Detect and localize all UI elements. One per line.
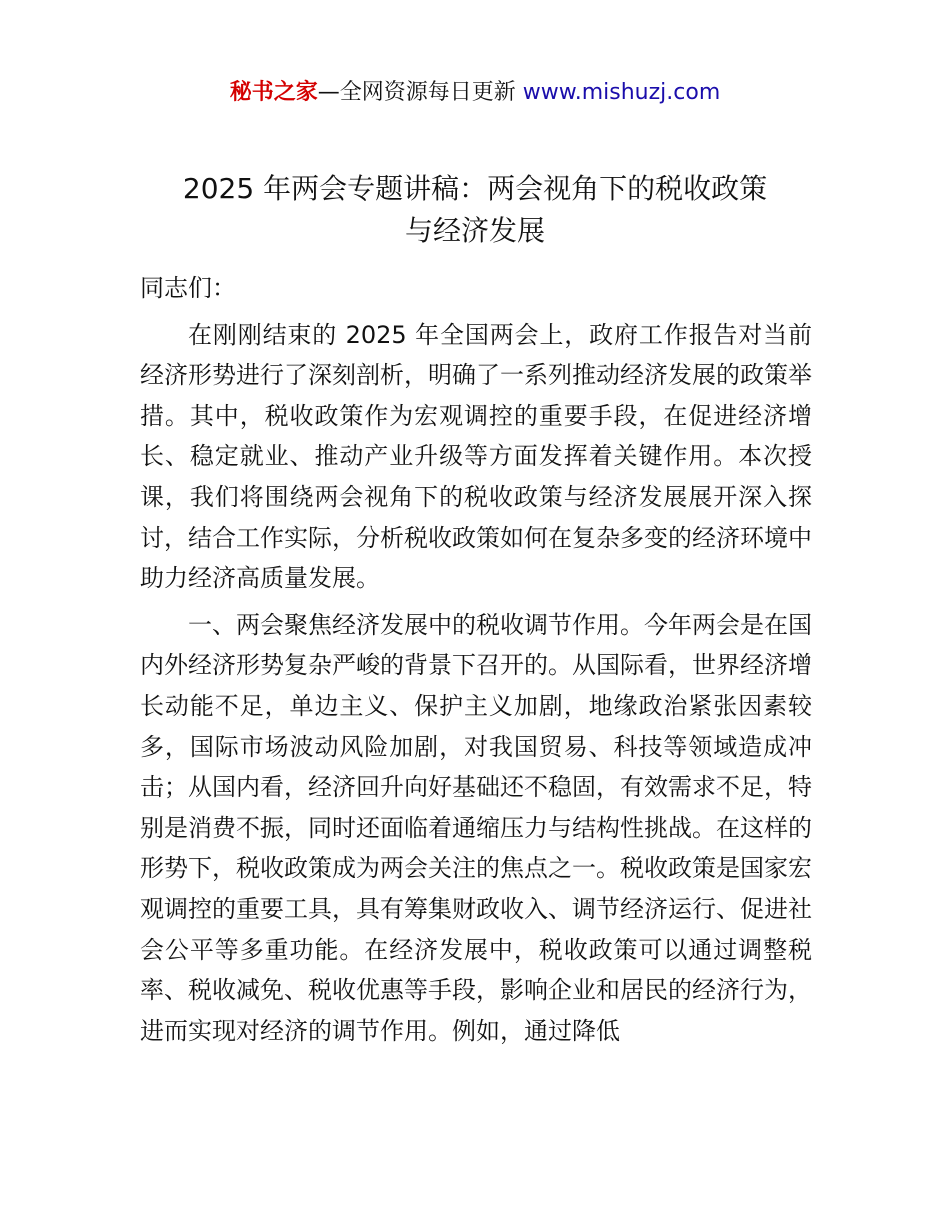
site-url-link[interactable]: www.mishuzj.com xyxy=(522,80,721,105)
site-header xyxy=(0,76,950,110)
paragraph-intro: 在刚刚结束的 2025 年全国两会上，政府工作报告对当前经济形势进行了深刻剖析，明确了一系列推动经济发展的政策举措。其中，税收政策作为宏观调控的重要手段，在促进经济增长、稳定就业、推动产业升级等方面发挥着关键作用。本次授课，我们将围绕两会视角下的税收政策与经济发展展开深入探讨，结合工作实际，分析税收政策如何在复杂多变的经济环境中助力经济高质量发展。 xyxy=(140,320,812,593)
site-brand: 秘书之家 xyxy=(229,80,318,105)
document-title-line-2: 与经济发展 xyxy=(404,214,545,247)
document-body xyxy=(140,268,812,1057)
document-title xyxy=(130,168,820,252)
site-tagline: —全网资源每日更新 xyxy=(317,80,523,105)
paragraph-section-one: 一、两会聚焦经济发展中的税收调节作用。今年两会是在国内外经济形势复杂严峻的背景下召开的。从国际看，世界经济增长动能不足，单边主义、保护主义加剧，地缘政治紧张因素较多，国际市场波动风险加剧，对我国贸易、科技等领域造成冲击；从国内看，经济回升向好基础还不稳固，有效需求不足，特别是消费不振，同时还面临着通缩压力与结构性挑战。在这样的形势下，税收政策成为两会关注的焦点之一。税收政策是国家宏观调控的重要工具，具有筹集财政收入、调节经济运行、促进社会公平等多重功能。在经济发展中，税收政策可以通过调整税率、税收减免、税收优惠等手段，影响企业和居民的经济行为，进而实现对经济的调节作用。例如，通过降低 xyxy=(140,610,812,1045)
document-title-line-1: 2025 年两会专题讲稿：两会视角下的税收政策 xyxy=(182,172,768,205)
salutation: 同志们： xyxy=(140,274,236,302)
